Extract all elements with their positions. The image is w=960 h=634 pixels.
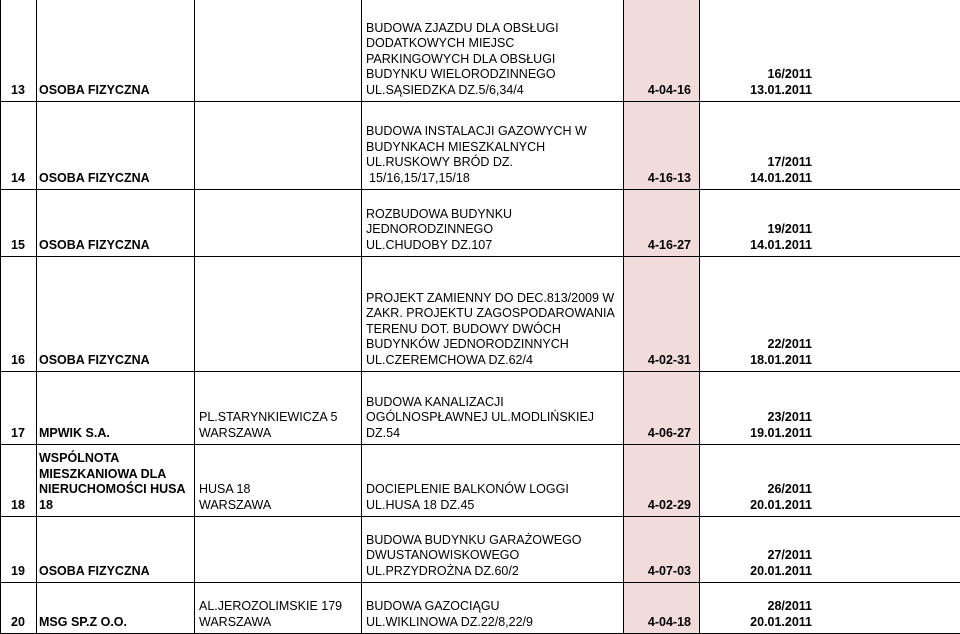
code-cell: 4-16-13: [624, 102, 700, 190]
code-cell: 4-16-27: [624, 190, 700, 257]
address-cell: HUSA 18 WARSZAWA: [195, 445, 362, 517]
decision-cell: 16/2011 13.01.2011: [700, 0, 960, 102]
table-row: [1, 445, 960, 517]
code-cell: 4-02-29: [624, 445, 700, 517]
investor-cell: OSOBA FIZYCZNA: [37, 257, 195, 372]
table-row: [1, 583, 960, 634]
investor-cell: MPWIK S.A.: [37, 372, 195, 445]
description-cell: BUDOWA BUDYNKU GARAŻOWEGO DWUSTANOWISKOWEGO UL.PRZYDROŻNA DZ.60/2: [362, 517, 624, 583]
code-cell: 4-04-16: [624, 0, 700, 102]
address-cell: AL.JEROZOLIMSKIE 179 WARSZAWA: [195, 583, 362, 634]
table-row: [1, 102, 960, 190]
decision-cell: 27/2011 20.01.2011: [700, 517, 960, 583]
table-row: [1, 372, 960, 445]
investor-cell: MSG SP.Z O.O.: [37, 583, 195, 634]
row-number: 13: [1, 0, 37, 102]
address-cell: [195, 257, 362, 372]
row-number: 18: [1, 445, 37, 517]
table-row: [1, 517, 960, 583]
decisions-table-body: [1, 0, 960, 634]
investor-cell: OSOBA FIZYCZNA: [37, 517, 195, 583]
description-cell: PROJEKT ZAMIENNY DO DEC.813/2009 W ZAKR. PROJEKTU ZAGOSPODAROWANIA TERENU DOT. BUDOWY DWÓCH BUDYNKÓW JEDNORODZINNYCH UL.CZEREMCHOWA DZ.62/4: [362, 257, 624, 372]
description-cell: BUDOWA INSTALACJI GAZOWYCH W BUDYNKACH MIESZKALNYCH UL.RUSKOWY BRÓD DZ. 15/16,15/17,15/18: [362, 102, 624, 190]
address-cell: [195, 102, 362, 190]
code-cell: 4-07-03: [624, 517, 700, 583]
table-row: [1, 190, 960, 257]
table-row: [1, 257, 960, 372]
table-row: [1, 0, 960, 102]
code-cell: 4-02-31: [624, 257, 700, 372]
row-number: 20: [1, 583, 37, 634]
description-cell: BUDOWA KANALIZACJI OGÓLNOSPŁAWNEJ UL.MODLIŃSKIEJ DZ.54: [362, 372, 624, 445]
decision-cell: 22/2011 18.01.2011: [700, 257, 960, 372]
code-cell: 4-06-27: [624, 372, 700, 445]
decision-cell: 28/2011 20.01.2011: [700, 583, 960, 634]
decision-cell: 19/2011 14.01.2011: [700, 190, 960, 257]
description-cell: BUDOWA GAZOCIĄGU UL.WIKLINOWA DZ.22/8,22/9: [362, 583, 624, 634]
decision-cell: 17/2011 14.01.2011: [700, 102, 960, 190]
address-cell: [195, 517, 362, 583]
row-number: 19: [1, 517, 37, 583]
description-cell: ROZBUDOWA BUDYNKU JEDNORODZINNEGO UL.CHUDOBY DZ.107: [362, 190, 624, 257]
description-cell: BUDOWA ZJAZDU DLA OBSŁUGI DODATKOWYCH MIEJSC PARKINGOWYCH DLA OBSŁUGI BUDYNKU WIELORODZINNEGO UL.SĄSIEDZKA DZ.5/6,34/4: [362, 0, 624, 102]
code-cell: 4-04-18: [624, 583, 700, 634]
address-cell: [195, 190, 362, 257]
address-cell: PL.STARYNKIEWICZA 5 WARSZAWA: [195, 372, 362, 445]
description-cell: DOCIEPLENIE BALKONÓW LOGGI UL.HUSA 18 DZ.45: [362, 445, 624, 517]
decision-cell: 23/2011 19.01.2011: [700, 372, 960, 445]
investor-cell: WSPÓLNOTA MIESZKANIOWA DLA NIERUCHOMOŚCI HUSA 18: [37, 445, 195, 517]
row-number: 15: [1, 190, 37, 257]
row-number: 16: [1, 257, 37, 372]
address-cell: [195, 0, 362, 102]
investor-cell: OSOBA FIZYCZNA: [37, 0, 195, 102]
decision-cell: 26/2011 20.01.2011: [700, 445, 960, 517]
row-number: 17: [1, 372, 37, 445]
investor-cell: OSOBA FIZYCZNA: [37, 190, 195, 257]
investor-cell: OSOBA FIZYCZNA: [37, 102, 195, 190]
row-number: 14: [1, 102, 37, 190]
